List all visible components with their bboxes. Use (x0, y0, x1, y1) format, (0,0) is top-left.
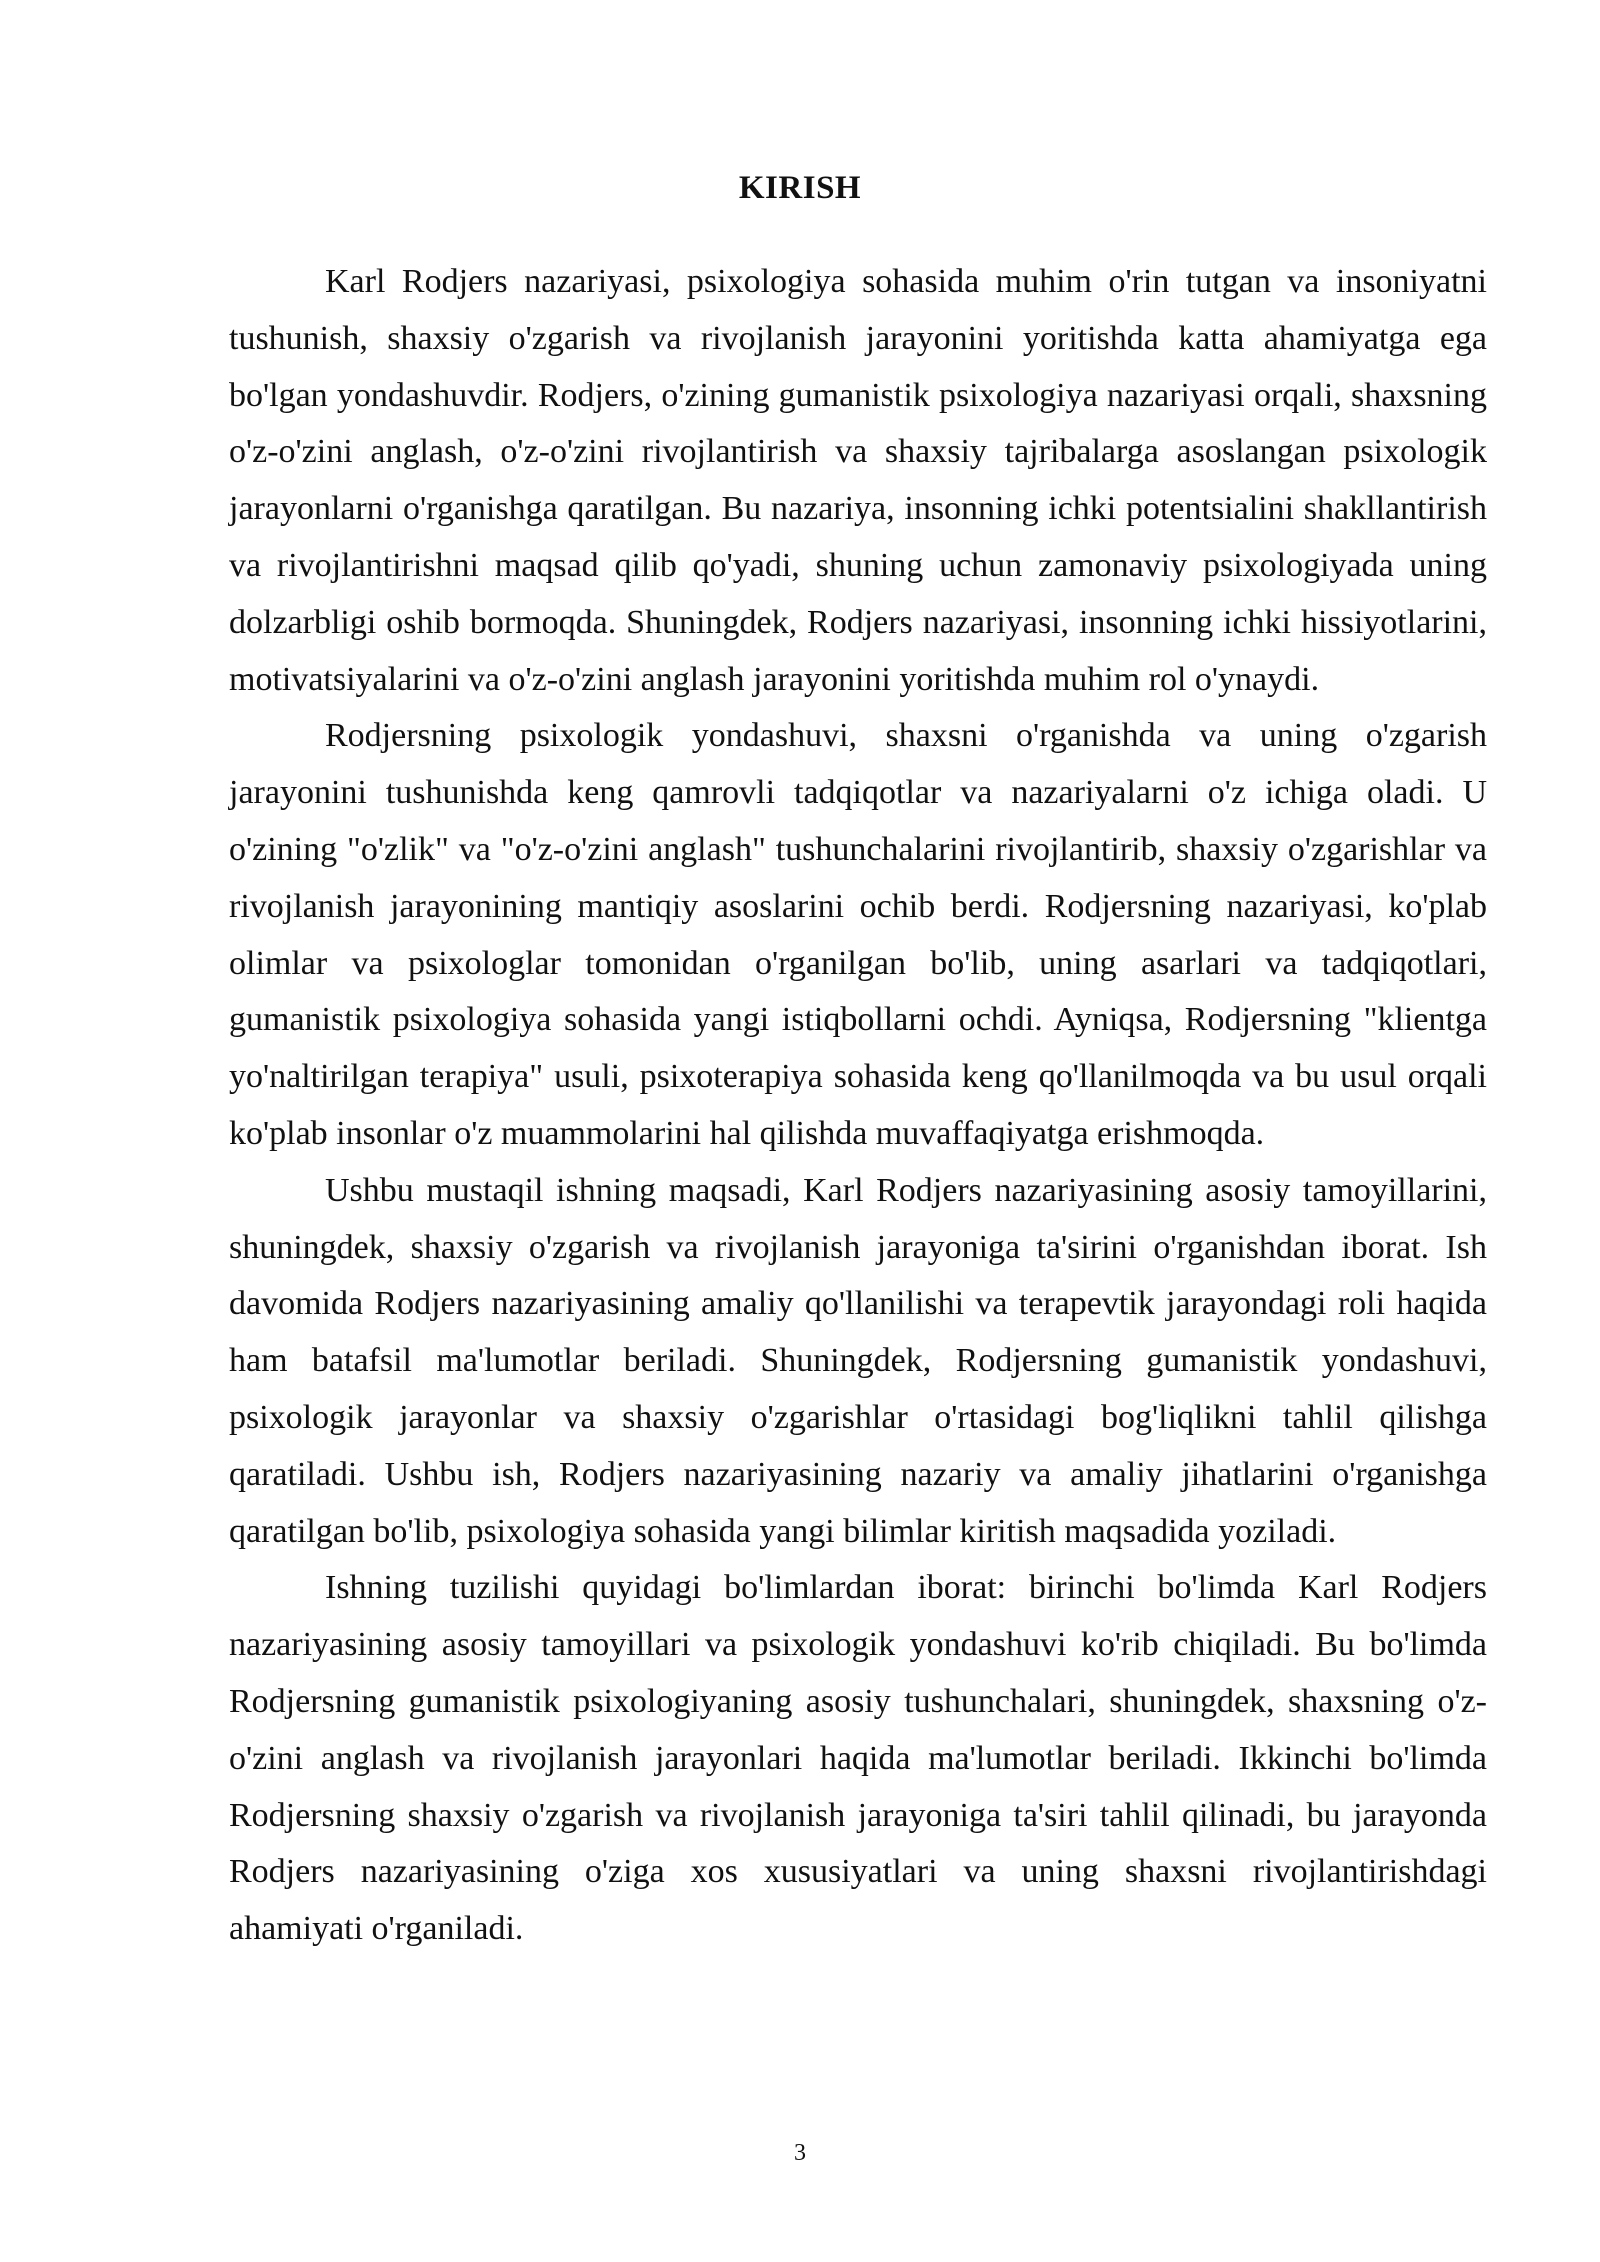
paragraph-4: Ishning tuzilishi quyidagi bo'limlardan iborat: birinchi bo'limda Karl Rodjers nazariyasining asosiy tamoyillari va psixologik yondashuvi ko'rib chiqiladi. Bu bo'limda Rodjersning gumanistik psixologiyaning asosiy tushunchalari, shuningdek, shaxsning o'z-o'zini anglash va rivojlanish jarayonlari haqida ma'lumotlar beriladi. Ikkinchi bo'limda Rodjersning shaxsiy o'zgarish va rivojlanish jarayoniga ta'siri tahlil qilinadi, bu jarayonda Rodjers nazariyasining o'ziga xos xususiyatlari va uning shaxsni rivojlantirishdagi ahamiyati o'rganiladi. (229, 1569, 1487, 1948)
paragraph-2: Rodjersning psixologik yondashuvi, shaxsni o'rganishda va uning o'zgarish jarayonini tushunishda keng qamrovli tadqiqotlar va nazariyalarni o'z ichiga oladi. U o'zining "o'zlik" va "o'z-o'zini anglash" tushunchalarini rivojlantirib, shaxsiy o'zgarishlar va rivojlanish jarayonining mantiqiy asoslarini ochib berdi. Rodjersning nazariyasi, ko'plab olimlar va psixologlar tomonidan o'rganilgan bo'lib, uning asarlari va tadqiqotlari, gumanistik psixologiya sohasida yangi istiqbollarni ochdi. Ayniqsa, Rodjersning "klientga yo'naltirilgan terapiya" usuli, psixoterapiya sohasida keng qo'llanilmoqda va bu usul orqali ko'plab insonlar o'z muammolarini hal qilishda muvaffaqiyatga erishmoqda. (229, 717, 1487, 1152)
paragraph-1: Karl Rodjers nazariyasi, psixologiya sohasida muhim o'rin tutgan va insoniyatni tushunish, shaxsiy o'zgarish va rivojlanish jarayonini yoritishda katta ahamiyatga ega bo'lgan yondashuvdir. Rodjers, o'zining gumanistik psixologiya nazariyasi orqali, shaxsning o'z-o'zini anglash, o'z-o'zini rivojlantirish va shaxsiy tajribalarga asoslangan psixologik jarayonlarni o'rganishga qaratilgan. Bu nazariya, insonning ichki potentsialini shakllantirish va rivojlantirishni maqsad qilib qo'yadi, shuning uchun zamonaviy psixologiyada uning dolzarbligi oshib bormoqda. Shuningdek, Rodjers nazariyasi, insonning ichki hissiyotlarini, motivatsiyalarini va o'z-o'zini anglash jarayonini yoritishda muhim rol o'ynaydi. (229, 263, 1487, 698)
paragraph-3: Ushbu mustaqil ishning maqsadi, Karl Rodjers nazariyasining asosiy tamoyillarini, shuningdek, shaxsiy o'zgarish va rivojlanish jarayoniga ta'sirini o'rganishdan iborat. Ish davomida Rodjers nazariyasining amaliy qo'llanilishi va terapevtik jarayondagi roli haqida ham batafsil ma'lumotlar beriladi. Shuningdek, Rodjersning gumanistik yondashuvi, psixologik jarayonlar va shaxsiy o'zgarishlar o'rtasidagi bog'liqlikni tahlil qilishga qaratiladi. Ushbu ish, Rodjers nazariyasining nazariy va amaliy jihatlarini o'rganishga qaratilgan bo'lib, psixologiya sohasida yangi bilimlar kiritish maqsadida yoziladi. (229, 1171, 1487, 1550)
page-number: 3 (794, 2140, 806, 2166)
body-text (229, 254, 1487, 1958)
page-title: KIRISH (738, 170, 862, 206)
